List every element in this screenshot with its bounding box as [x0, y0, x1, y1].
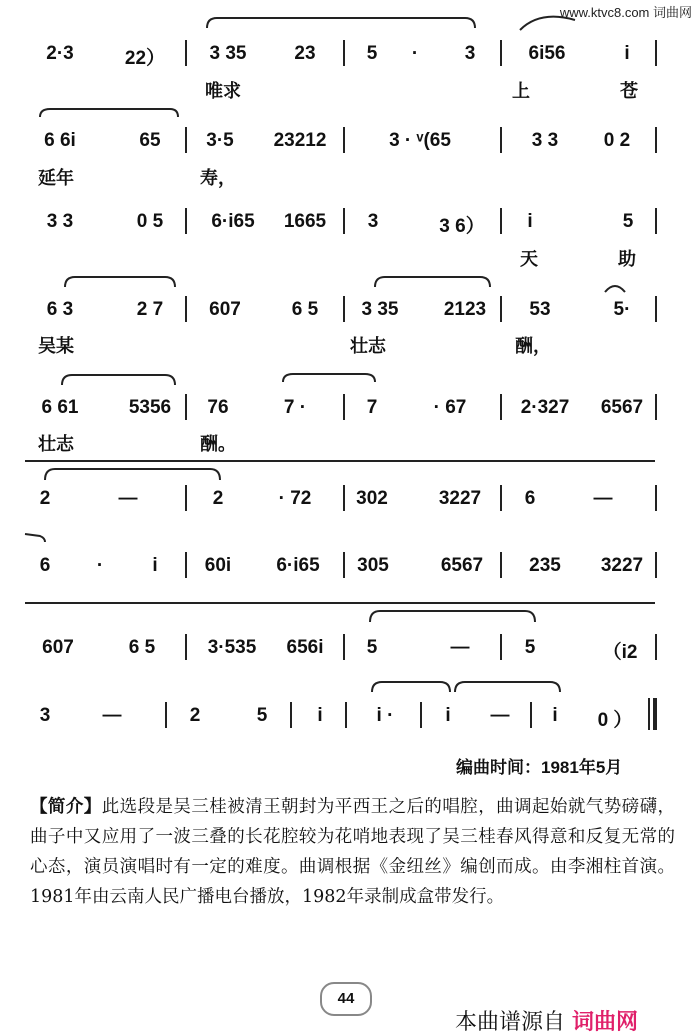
note: 6·i65 [276, 555, 320, 576]
barline [185, 208, 187, 234]
barline [655, 296, 657, 322]
note: 2 [189, 705, 201, 726]
barline [500, 485, 502, 511]
note: 0 ） [597, 710, 633, 731]
score-row [0, 262, 700, 360]
note: 3 · ᵛ(65 [389, 130, 451, 151]
note: 2·327 [520, 397, 570, 418]
note: i [552, 705, 558, 726]
note: 60i [204, 555, 232, 576]
barline [185, 552, 187, 578]
barline [655, 127, 657, 153]
lyric: 天 [520, 249, 538, 270]
barline [655, 552, 657, 578]
score-row [0, 176, 700, 274]
lyric: 苍 [620, 81, 638, 102]
note: · [96, 555, 104, 576]
note: 6 [39, 555, 51, 576]
note: 6567 [440, 555, 484, 576]
note: 53 [529, 299, 551, 320]
barline [185, 394, 187, 420]
barline [343, 485, 345, 511]
note: 7 [366, 397, 378, 418]
note: 3 6） [439, 216, 485, 237]
score-row [0, 0, 700, 102]
note: 305 [357, 555, 389, 576]
lyric: 唯求 [205, 81, 241, 102]
note: — [102, 705, 122, 726]
note: — [450, 637, 470, 658]
final-barline-thin [648, 698, 650, 730]
barline [343, 552, 345, 578]
note: 3227 [600, 555, 644, 576]
note: 6 5 [128, 637, 156, 658]
note: 3227 [438, 488, 482, 509]
note: 3 [464, 43, 476, 64]
lyric: 寿， [200, 168, 236, 189]
note: i [624, 43, 630, 64]
barline [165, 702, 167, 728]
note: i [317, 705, 323, 726]
note: 2 7 [136, 299, 164, 320]
note: （i2 [602, 642, 638, 663]
note: 235 [529, 555, 561, 576]
barline [500, 296, 502, 322]
barline [655, 40, 657, 66]
composed-date: 编曲时间：1981年5月 [456, 758, 623, 777]
barline [530, 702, 532, 728]
note: 3 [367, 211, 379, 232]
note: 3 35 [209, 43, 247, 64]
barline [655, 208, 657, 234]
note: 6 6i [44, 130, 76, 151]
barline [343, 127, 345, 153]
lyric: 酬， [515, 336, 551, 357]
lyric: 壮志 [350, 336, 386, 357]
barline [420, 702, 422, 728]
note: 2 [39, 488, 51, 509]
lyric: 壮志 [38, 434, 74, 455]
note: 6 3 [46, 299, 74, 320]
final-barline-thick [653, 698, 657, 730]
barline [185, 40, 187, 66]
slur-arcs [0, 597, 700, 657]
note: i [152, 555, 158, 576]
note: 3 3 [531, 130, 559, 151]
barline [185, 634, 187, 660]
slur-arcs [0, 0, 700, 100]
barline [185, 127, 187, 153]
note: 6 5 [291, 299, 319, 320]
note: 0 2 [603, 130, 631, 151]
note: 6 61 [41, 397, 79, 418]
note: 607 [42, 637, 74, 658]
footer-brand-link[interactable]: 词曲网 [572, 1010, 639, 1035]
barline [343, 40, 345, 66]
note: 5· [613, 299, 631, 320]
slur-arcs [0, 360, 700, 420]
barline [343, 394, 345, 420]
barline [500, 394, 502, 420]
barline [500, 40, 502, 66]
site-watermark: www.ktvc8.com 词曲网 [559, 5, 692, 20]
footer-source [455, 1005, 638, 1036]
note: 5 [256, 705, 268, 726]
barline [185, 485, 187, 511]
note: 3 35 [361, 299, 399, 320]
barline [185, 296, 187, 322]
score-row [0, 87, 700, 189]
note: 3·5 [206, 130, 234, 151]
lyric: 助 [618, 249, 636, 270]
note: 2123 [443, 299, 487, 320]
note: i [445, 705, 451, 726]
slur-arcs [0, 262, 700, 322]
barline [343, 296, 345, 322]
note: — [593, 488, 613, 509]
note: · 72 [278, 488, 312, 509]
slur-arcs [0, 87, 700, 147]
note: 3 [39, 705, 51, 726]
note: 0 5 [136, 211, 164, 232]
note: 302 [356, 488, 388, 509]
note: i · [376, 705, 394, 726]
barline [343, 634, 345, 660]
footer-label: 本曲谱源自 [455, 1010, 566, 1035]
barline [290, 702, 292, 728]
intro-text: 此选段是吴三桂被清王朝封为平西王之后的唱腔，曲调起始就气势磅礴，曲子中又应用了一波三叠的长花腔较为花哨地表现了吴三桂春风得意和反复无常的心态，演员演唱时有一定的难度。曲调根据《金纽丝》编创而成。由李湘柱首演。1981年由云南人民广播电台播放，1982年录制成盒带发行。 [30, 797, 676, 907]
note: 6·i65 [211, 211, 255, 232]
barline [655, 394, 657, 420]
note: 23 [294, 43, 316, 64]
barline [345, 702, 347, 728]
note: 2·3 [46, 43, 74, 64]
lyric: 上 [512, 81, 530, 102]
intro-paragraph [30, 792, 675, 912]
note: 22） [124, 48, 166, 69]
note: 5 [524, 637, 536, 658]
note: · [411, 43, 419, 64]
intro-tag: 【简介】 [30, 797, 102, 817]
page-number: 44 [320, 982, 372, 1016]
barline [500, 127, 502, 153]
note: 3·535 [207, 637, 257, 658]
note: 7 · [283, 397, 307, 418]
lyric: 延年 [38, 168, 74, 189]
barline [500, 208, 502, 234]
note: — [490, 705, 510, 726]
note: 607 [209, 299, 241, 320]
note: 5356 [128, 397, 172, 418]
slur-arcs [0, 520, 700, 580]
note: i [527, 211, 533, 232]
note: 656i [286, 637, 324, 658]
note: 6567 [600, 397, 644, 418]
barline [500, 634, 502, 660]
note: 3 3 [46, 211, 74, 232]
note: 6 [524, 488, 536, 509]
note: 5 [366, 43, 378, 64]
barline [655, 634, 657, 660]
note: 23212 [273, 130, 327, 151]
barline [500, 552, 502, 578]
note: 5 [622, 211, 634, 232]
note: 6i56 [528, 43, 566, 64]
lyric: 酬。 [200, 434, 236, 455]
note: 65 [139, 130, 161, 151]
lyric: 吴某 [38, 336, 74, 357]
score-row [0, 360, 700, 458]
note: 2 [212, 488, 224, 509]
note: 5 [366, 637, 378, 658]
barline [655, 485, 657, 511]
barline [343, 208, 345, 234]
note: · 67 [433, 397, 467, 418]
note: 1665 [283, 211, 327, 232]
note: 76 [207, 397, 229, 418]
note: — [118, 488, 138, 509]
